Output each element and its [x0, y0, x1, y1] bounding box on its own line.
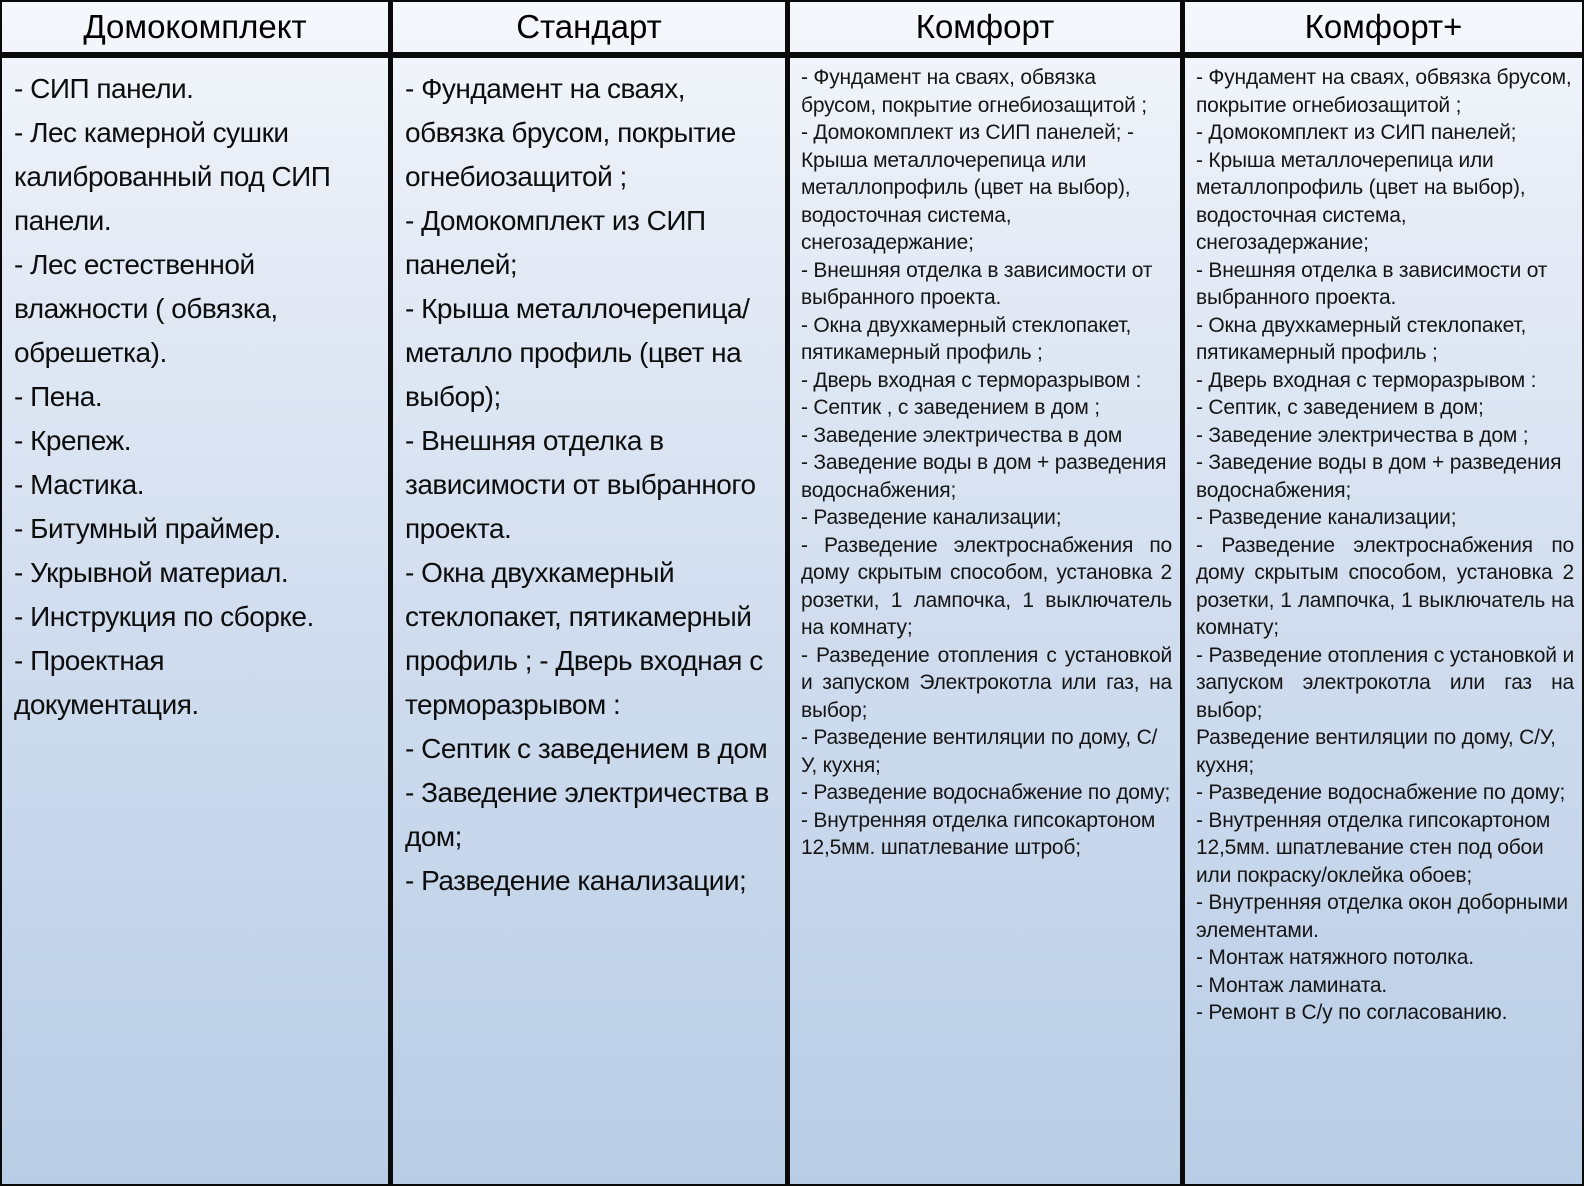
column-header-domokomplekt [2, 2, 393, 58]
feature-item: - Заведение воды в дом + разведения водоснабжения; [801, 451, 1167, 502]
feature-item: - Внешняя отделка в зависимости от выбранного проекта. [1196, 258, 1548, 309]
column-header-komfort [790, 2, 1185, 58]
column-header-label: Комфорт+ [1304, 8, 1463, 45]
feature-item: - Домокомплект из СИП панелей; [1196, 121, 1517, 144]
column-header-label: Стандарт [516, 8, 662, 45]
feature-item: - Септик , с заведением в дом ; [801, 396, 1100, 419]
feature-item: - Септик, с заведением в дом; [1196, 396, 1484, 419]
feature-item: - Инструкция по сборке. [14, 601, 314, 632]
feature-item: - Внутренняя отделка окон доборными элементами. [1196, 891, 1568, 942]
feature-item: - Разведение канализации; [1196, 506, 1457, 529]
feature-item: - Крыша металлочерепица/металло профиль (цвет на выбор); [405, 293, 750, 412]
feature-item: - Домокомплект из СИП панелей; [405, 205, 706, 280]
column-body-komfort-plus [1185, 58, 1582, 1184]
feature-item: - Разведение канализации; [405, 865, 747, 896]
feature-item: - Фундамент на сваях, обвязка брусом, покрытие огнебиозащитой ; [801, 66, 1147, 117]
feature-item: - Разведение электроснабжения по дому скрытым способом, установка 2 розетки, 1 лампочка, 1 выключатель на комнату; [801, 533, 1172, 639]
feature-item: - Внешняя отделка в зависимости от выбранного проекта. [801, 258, 1153, 309]
feature-item: - Ремонт в С/у по согласованию. [1196, 1001, 1508, 1024]
feature-item: - Домокомплект из СИП панелей; - Крыша металлочерепица или металлопрофиль (цвет на выбор), водосточная система, снегозадержание; [801, 121, 1134, 254]
feature-item: - Пена. [14, 381, 103, 412]
feature-item: - Крыша металлочерепица или металлопрофиль (цвет на выбор), водосточная система, снегозадержание; [1196, 148, 1526, 254]
feature-item: - Разведение водоснабжение по дому; - Внутренняя отделка гипсокартоном 12,5мм. шпатлевание стен под обои или покраску/оклейка обоев; [1196, 781, 1566, 887]
feature-item: - Разведение электроснабжения по дому скрытым способом, установка 2 розетки, 1 лампочка, 1 выключатель на комнату; [1196, 533, 1574, 639]
feature-item: - Септик с заведением в дом [405, 733, 768, 764]
feature-item: - Битумный праймер. [14, 513, 281, 544]
feature-item: - Окна двухкамерный стеклопакет, пятикамерный профиль ; - Дверь входная с терморазрывом : [405, 557, 763, 720]
feature-item: - Фундамент на сваях, обвязка брусом, покрытие огнебиозащитой ; [1196, 66, 1572, 117]
feature-item: - Монтаж ламината. [1196, 973, 1387, 997]
feature-item: - Разведение отопления с установкой и запуском Электрокотла или газ, на выбор; [801, 643, 1172, 722]
feature-item: - Фундамент на сваях, обвязка брусом, покрытие огнебиозащитой ; [405, 73, 736, 192]
feature-item: - Заведение электричества в дом ; [1196, 423, 1529, 447]
feature-item: - Разведение канализации; [801, 506, 1062, 529]
feature-item: - Дверь входная с терморазрывом : [801, 368, 1142, 392]
feature-item: - Окна двухкамерный стеклопакет, пятикамерный профиль ; [1196, 313, 1527, 364]
feature-item: - Мастика. [14, 469, 144, 500]
feature-item: - Крепеж. [14, 425, 131, 456]
feature-item: - Монтаж натяжного потолка. [1196, 946, 1474, 969]
feature-item: - Заведение воды в дом + разведения водоснабжения; [1196, 451, 1562, 502]
column-body-domokomplekt [2, 58, 393, 1184]
column-header-label: Домокомплект [83, 8, 307, 45]
feature-item: Разведение вентиляции по дому, С/У, кухня; [1196, 726, 1556, 777]
feature-item: - Дверь входная с терморазрывом : [1196, 368, 1537, 392]
feature-item: - Разведение водоснабжение по дому; [801, 781, 1171, 804]
column-body-komfort [790, 58, 1185, 1184]
column-body-standart [393, 58, 790, 1184]
column-header-standart [393, 2, 790, 58]
feature-item: - Окна двухкамерный стеклопакет, пятикамерный профиль ; [801, 313, 1132, 364]
feature-item: - Заведение электричества в дом; [405, 777, 769, 852]
column-header-label: Комфорт [915, 8, 1055, 45]
feature-item: - Проектная документация. [14, 645, 199, 720]
feature-item: - Заведение электричества в дом [801, 423, 1123, 447]
feature-item: - Укрывной материал. [14, 557, 289, 588]
feature-item: - Внешняя отделка в зависимости от выбранного проекта. [405, 425, 756, 544]
feature-item: - Разведение отопления с установкой и запуском электрокотла или газ на выбор; [1196, 643, 1574, 722]
feature-item: - Лес камерной сушки калиброванный под СИП панели. [14, 117, 331, 236]
column-header-komfort-plus [1185, 2, 1582, 58]
feature-item: - Разведение вентиляции по дому, С/У, кухня; [801, 726, 1158, 777]
feature-item: - Лес естественной влажности ( обвязка, обрешетка). [14, 249, 278, 368]
feature-item: - Внутренняя отделка гипсокартоном 12,5мм. шпатлевание штроб; [801, 808, 1156, 859]
feature-item: - СИП панели. [14, 73, 194, 104]
